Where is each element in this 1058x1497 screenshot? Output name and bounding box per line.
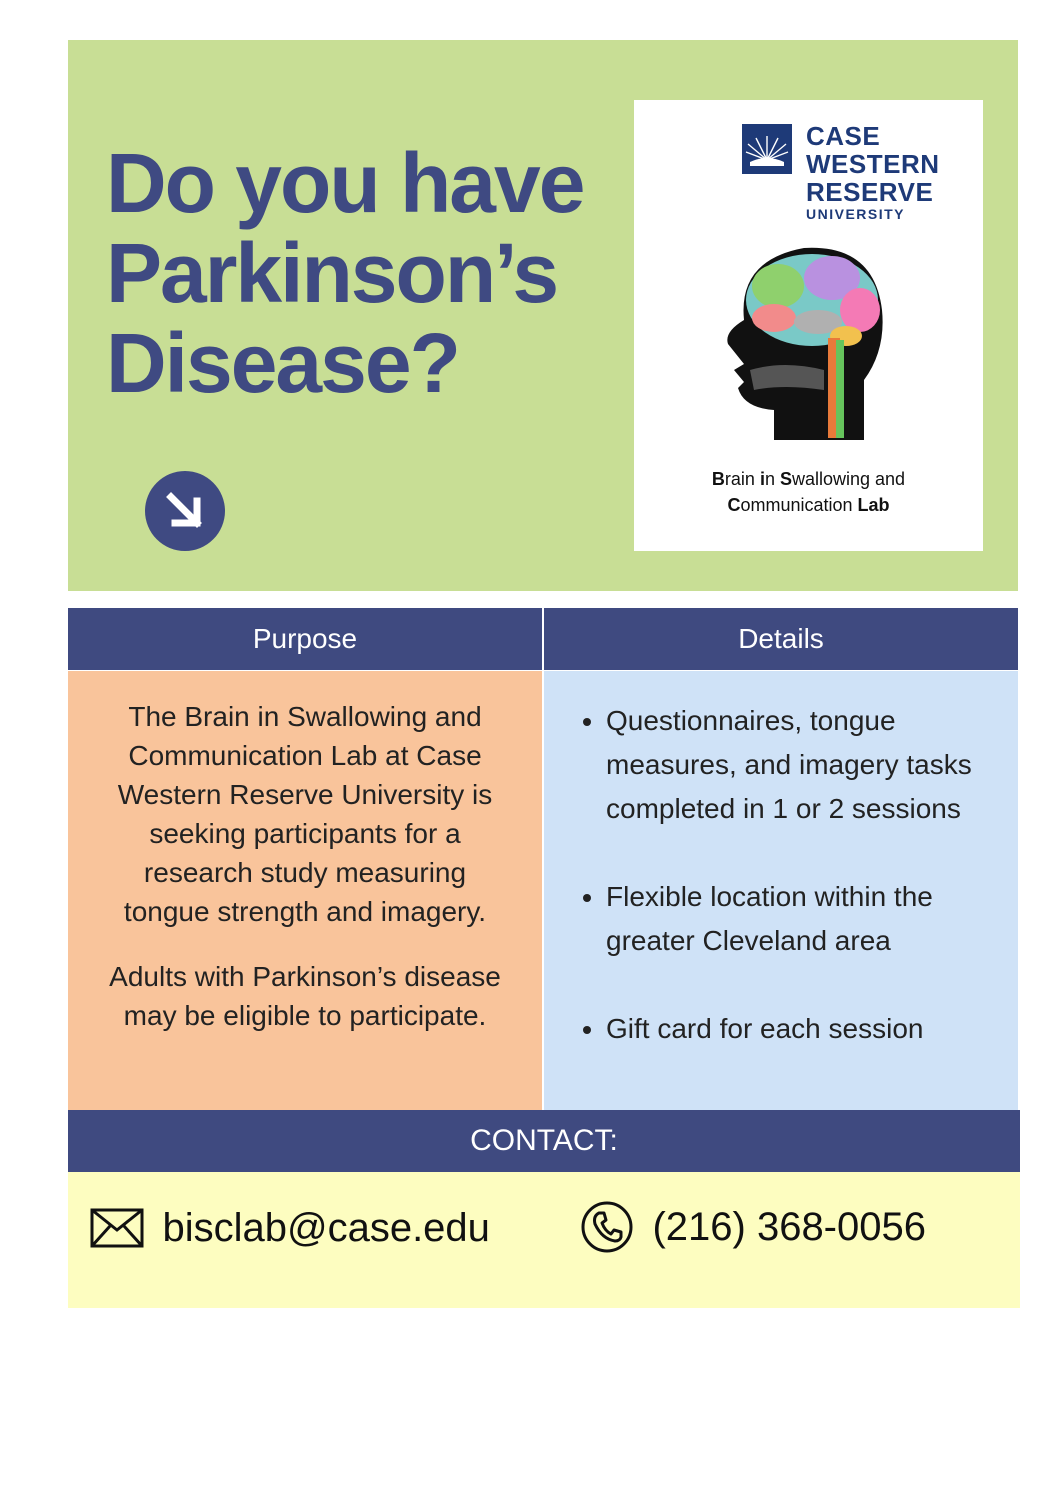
university-name-line: CASE <box>806 121 881 151</box>
purpose-paragraph: The Brain in Swallowing and Communication Lab at Case Western Reserve University is seeking participants for a research study measuring tongue strength and imagery. <box>117 701 493 927</box>
hero-banner <box>68 40 1018 591</box>
contact-header: CONTACT: <box>68 1110 1020 1172</box>
phone-icon <box>580 1200 634 1254</box>
details-header: Details <box>544 608 1018 670</box>
envelope-icon <box>90 1208 144 1248</box>
lab-name <box>634 466 983 518</box>
headline <box>106 138 626 408</box>
university-name-small: UNIVERSITY <box>806 206 906 222</box>
email-link[interactable]: bisclab@case.edu <box>162 1206 490 1250</box>
arrow-down-right-icon <box>145 471 225 551</box>
purpose-column <box>68 671 542 1111</box>
list-item: • Gift card for each session <box>606 1007 998 1051</box>
headline-line: Disease? <box>106 316 459 410</box>
phone-contact[interactable] <box>580 1200 926 1254</box>
phone-number[interactable]: (216) 368-0056 <box>652 1205 926 1249</box>
headline-line: Parkinson’s <box>106 226 558 320</box>
purpose-paragraph: Adults with Parkinson’s disease may be eligible to participate. <box>109 961 501 1031</box>
university-name-line: RESERVE <box>806 177 934 207</box>
lab-logo-card <box>634 100 983 551</box>
lab-name-line: Brain in Swallowing and <box>711 469 906 489</box>
details-list <box>572 699 998 1051</box>
purpose-header: Purpose <box>68 608 542 670</box>
headline-line: Do you have <box>106 136 584 230</box>
university-seal-icon <box>742 124 792 174</box>
details-column <box>544 671 1018 1111</box>
brain-head-illustration <box>714 240 894 454</box>
arrow-down-right-button[interactable] <box>145 471 225 551</box>
university-name-line: WESTERN <box>806 149 940 179</box>
list-item: • Questionnaires, tongue measures, and imagery tasks completed in 1 or 2 sessions <box>606 699 998 831</box>
university-name <box>806 122 940 222</box>
list-item: • Flexible location within the greater Cleveland area <box>606 875 998 963</box>
email-contact[interactable] <box>90 1202 490 1254</box>
lab-name-line: Communication Lab <box>727 495 890 515</box>
contact-box <box>68 1172 1020 1308</box>
